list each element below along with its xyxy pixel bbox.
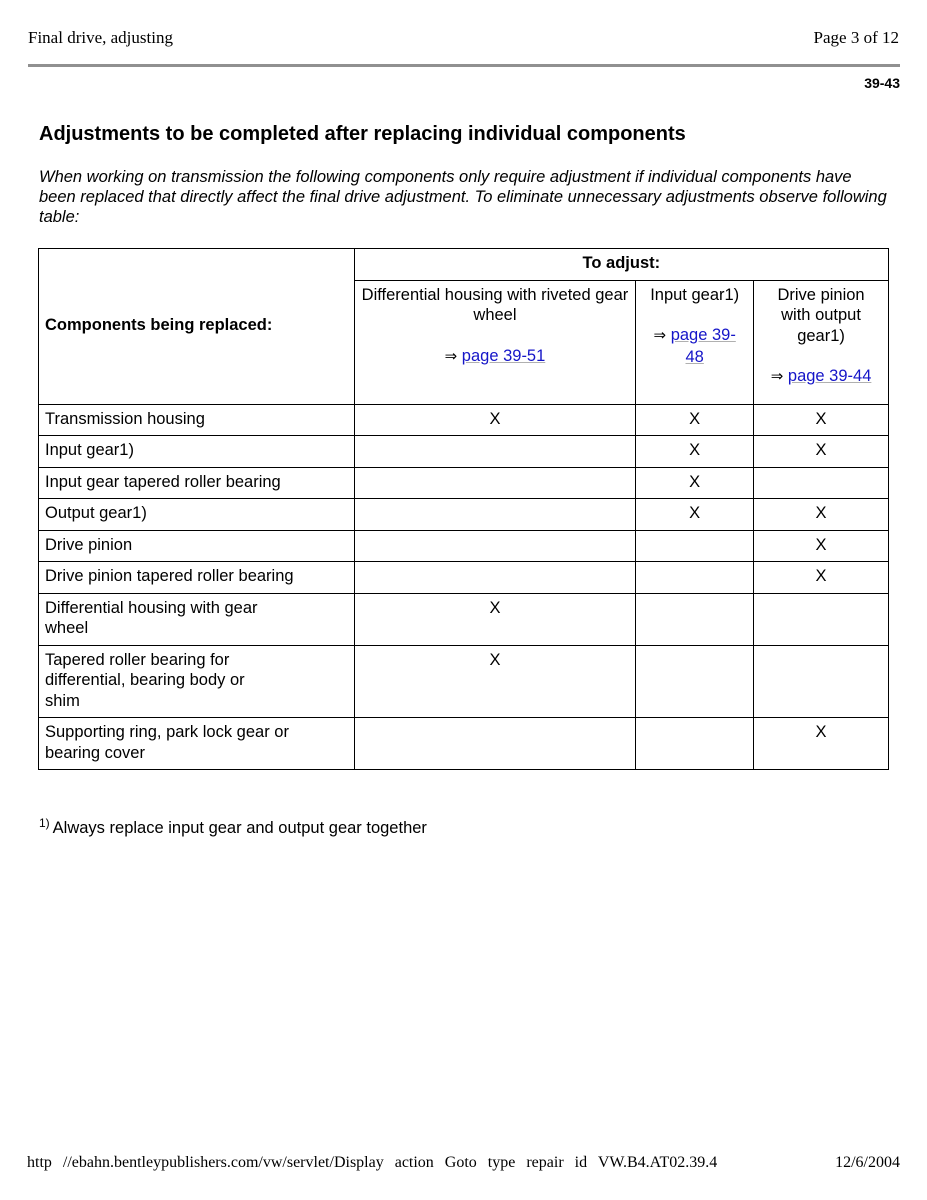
page-link-39-48[interactable]: page 39-48 (670, 326, 736, 366)
component-cell: Drive pinion (39, 530, 355, 562)
mark-cell (354, 436, 636, 468)
table-row (39, 645, 889, 718)
table-row (39, 718, 889, 770)
mark-cell (354, 467, 636, 499)
mark-cell (636, 645, 754, 718)
table-row (39, 467, 889, 499)
component-cell: Transmission housing (39, 404, 355, 436)
document-title: Final drive, adjusting (28, 28, 173, 47)
mark-cell (636, 562, 754, 594)
mark-cell: X (754, 562, 889, 594)
table-row (39, 562, 889, 594)
mark-cell (354, 499, 636, 531)
mark-cell: X (354, 645, 636, 718)
footnote (39, 816, 427, 838)
column-link-line (642, 325, 747, 367)
to-adjust-header: To adjust: (354, 249, 888, 281)
mark-cell (636, 593, 754, 645)
mark-cell (354, 562, 636, 594)
section-heading: Adjustments to be completed after replacing individual components (39, 123, 686, 145)
page-link-39-51[interactable]: page 39-51 (461, 346, 546, 365)
column-label: Input gear1) (650, 285, 740, 304)
mark-cell: X (636, 404, 754, 436)
table-row (39, 530, 889, 562)
table-row (39, 436, 889, 468)
arrow-right-icon: ⇒ (653, 327, 667, 344)
column-header-differential (354, 280, 636, 404)
column-header-input-gear (636, 280, 754, 404)
footnote-marker: 1) (39, 816, 50, 830)
table-row (39, 593, 889, 645)
table-row (39, 499, 889, 531)
mark-cell (636, 530, 754, 562)
mark-cell (754, 467, 889, 499)
mark-cell (754, 593, 889, 645)
component-cell: Drive pinion tapered roller bearing (39, 562, 355, 594)
arrow-right-icon: ⇒ (770, 368, 784, 385)
component-cell: Supporting ring, park lock gear or bearing cover (39, 718, 355, 770)
header-divider (28, 64, 900, 67)
mark-cell: X (754, 718, 889, 770)
column-label: Drive pinion with output gear1) (777, 285, 865, 345)
component-cell: Input gear tapered roller bearing (39, 467, 355, 499)
intro-paragraph: When working on transmission the following components only require adjustment if individual components have been replaced that directly affect the final drive adjustment. To eliminate unnecessary adjustments observe following table: (39, 168, 887, 226)
component-cell: Output gear1) (39, 499, 355, 531)
column-link-line (361, 346, 630, 368)
footnote-text: Always replace input gear and output gear together (52, 819, 427, 837)
component-cell: Tapered roller bearing for differential, bearing body or shim (39, 645, 355, 718)
arrow-right-icon: ⇒ (444, 347, 458, 365)
component-cell: Differential housing with gear wheel (39, 593, 355, 645)
mark-cell: X (754, 530, 889, 562)
column-link-line (760, 366, 882, 388)
mark-cell: X (754, 404, 889, 436)
mark-cell: X (754, 499, 889, 531)
table-header-row-group (39, 249, 889, 281)
page-link-39-44[interactable]: page 39-44 (787, 367, 872, 385)
mark-cell: X (354, 593, 636, 645)
column-label: Differential housing with riveted gear wheel (361, 285, 629, 324)
footer-url: http //ebahn.bentleypublishers.com/vw/servlet/Display action Goto type repair id VW.B4.AT02.39.4 (27, 1154, 718, 1171)
column-header-drive-pinion (754, 280, 889, 404)
mark-cell: X (754, 436, 889, 468)
mark-cell: X (636, 499, 754, 531)
mark-cell (354, 718, 636, 770)
mark-cell: X (354, 404, 636, 436)
mark-cell (636, 718, 754, 770)
mark-cell (354, 530, 636, 562)
mark-cell: X (636, 467, 754, 499)
component-cell: Input gear1) (39, 436, 355, 468)
page-indicator: Page 3 of 12 (813, 28, 899, 47)
mark-cell (754, 645, 889, 718)
components-header: Components being replaced: (39, 249, 355, 405)
mark-cell: X (636, 436, 754, 468)
table-row (39, 404, 889, 436)
footer-date: 12/6/2004 (835, 1154, 900, 1171)
page-code: 39-43 (864, 75, 900, 91)
adjustment-table (38, 248, 889, 770)
